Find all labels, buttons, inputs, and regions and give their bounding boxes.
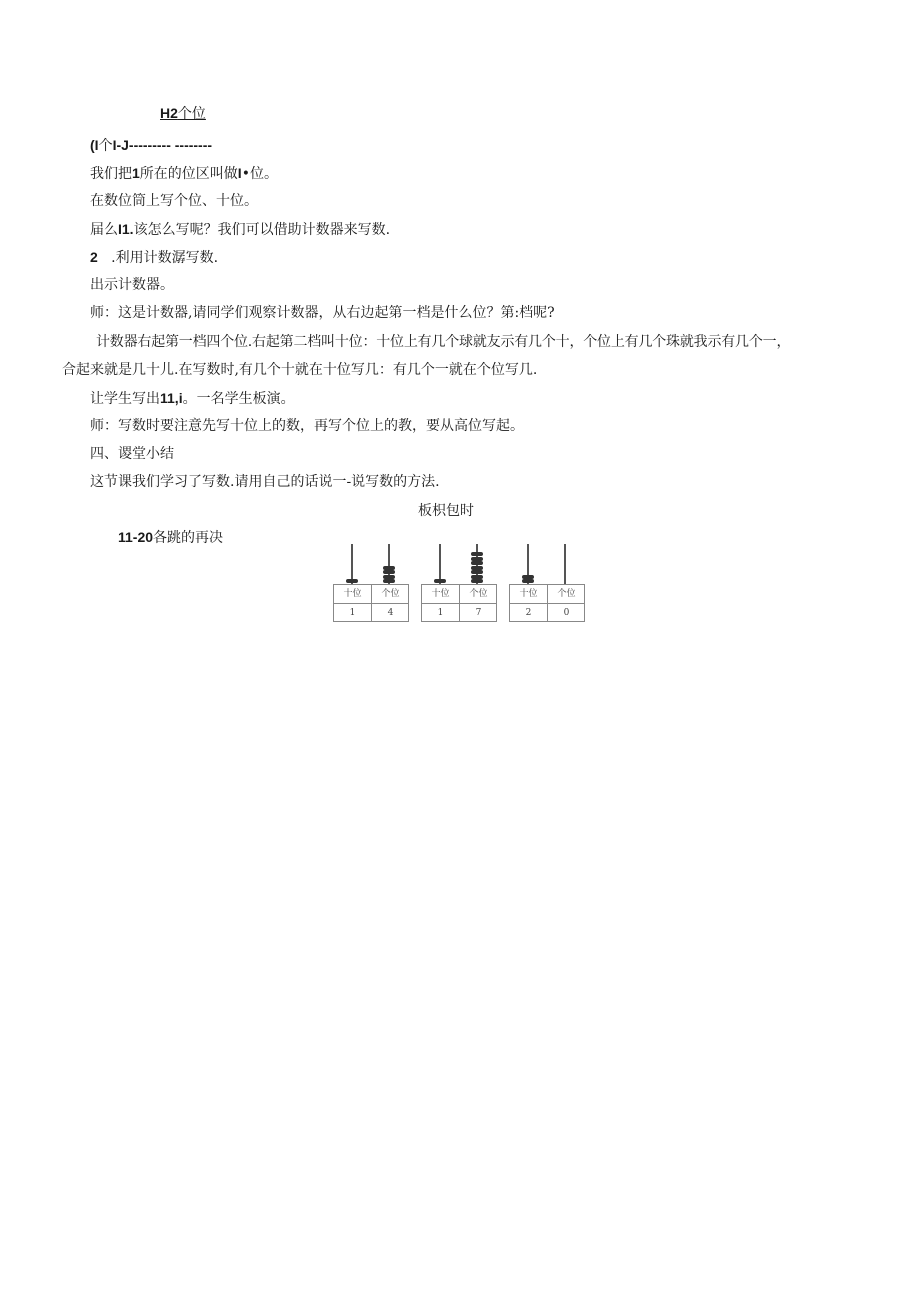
tens-label-cell: 十位 xyxy=(343,589,362,599)
ones-bead xyxy=(471,566,483,570)
bold-run: 11-20 xyxy=(118,529,154,545)
tens-bead xyxy=(522,575,534,579)
ones-label-cell: 个位 xyxy=(557,589,576,599)
ones-digit-cell: 7 xyxy=(475,608,482,618)
board-title: 板枳包时 xyxy=(418,503,474,519)
abacus-counter xyxy=(333,544,409,624)
tens-label-cell: 十位 xyxy=(519,589,538,599)
text-run: .利用计数潺写数. xyxy=(97,250,219,266)
text-run: 各跳的再决 xyxy=(153,530,224,546)
paragraph-line: 这节课我们学习了写数.请用自己的话说一-说写数的方法. xyxy=(90,474,440,490)
section-bold-2: I-J--------- -------- xyxy=(112,137,213,153)
text-run: 让学生写出 xyxy=(90,391,160,407)
bold-run: I xyxy=(237,165,242,181)
paragraph-line: 合起来就是几十儿.在写数时,有几个十就在十位写几：有几个一就在个位写几. xyxy=(62,362,538,378)
text-run: 该怎么写呢？我们可以借助计数器来写数. xyxy=(133,222,391,238)
abacus-counter xyxy=(421,544,497,624)
bold-run: 2 xyxy=(90,249,98,265)
ones-bead xyxy=(471,557,483,561)
lesson-heading xyxy=(160,104,206,123)
paragraph-line: 师：这是计数器,请同学们观察计数器，从右边起第一档是什么位？第:档呢? xyxy=(90,305,555,321)
paragraph-line: 计数器右起第一档四个位.右起第二档叫十位：十位上有几个球就友示有几个十，个位上有几个珠就我示有几个一， xyxy=(96,334,791,350)
tens-digit-cell: 2 xyxy=(525,608,532,618)
section-bold: (I xyxy=(90,137,99,153)
place-value-table xyxy=(333,584,409,622)
tens-digit-cell: 1 xyxy=(437,608,444,618)
tens-digit-cell: 1 xyxy=(349,608,356,618)
ones-bead xyxy=(383,570,395,574)
place-value-table xyxy=(421,584,497,622)
ones-bead xyxy=(383,566,395,570)
paragraph-line: 出示计数器。 xyxy=(90,277,174,293)
ones-bead xyxy=(471,579,483,583)
bold-run: 11,i xyxy=(160,390,183,406)
ones-bead xyxy=(471,552,483,556)
ones-bead xyxy=(471,570,483,574)
text-run: 届么 xyxy=(90,222,118,238)
paragraph-line: 四、谡堂小结 xyxy=(90,446,174,462)
text-run: 我们把 xyxy=(90,166,132,182)
place-value-table xyxy=(509,584,585,622)
text-run: 。一名学生板演。 xyxy=(182,391,295,407)
tens-bead xyxy=(434,579,446,583)
heading-text: 个位 xyxy=(177,106,206,122)
section-line xyxy=(90,136,212,155)
paragraph-line: 在数位筒上写个位、十位。 xyxy=(90,193,258,209)
paragraph-line xyxy=(90,389,295,408)
board-subtitle xyxy=(118,528,223,547)
ones-digit-cell: 0 xyxy=(563,608,570,618)
bold-run: 1 xyxy=(132,165,140,181)
ones-bead xyxy=(383,579,395,583)
bold-run: I1. xyxy=(118,221,134,237)
paragraph-line xyxy=(90,220,390,239)
paragraph-line xyxy=(90,248,218,267)
tens-bead xyxy=(346,579,358,583)
section-text: 个 xyxy=(98,138,113,154)
tens-rod xyxy=(351,544,353,584)
tens-bead xyxy=(522,579,534,583)
ones-digit-cell: 4 xyxy=(387,608,394,618)
abacus-counter xyxy=(509,544,585,624)
paragraph-line: 师：写数时要注意先写十位上的数，再写个位上的教，要从高位写起。 xyxy=(90,418,524,434)
ones-bead xyxy=(471,575,483,579)
tens-label-cell: 十位 xyxy=(431,589,450,599)
ones-bead xyxy=(471,561,483,565)
heading-bold: H2 xyxy=(160,105,178,121)
text-run: 所在的位区叫做 xyxy=(139,166,238,182)
tens-rod xyxy=(439,544,441,584)
ones-label-cell: 个位 xyxy=(381,589,400,599)
paragraph-line xyxy=(90,164,278,183)
ones-rod xyxy=(564,544,566,584)
ones-bead xyxy=(383,575,395,579)
ones-label-cell: 个位 xyxy=(469,589,488,599)
text-run: •位。 xyxy=(241,166,278,182)
